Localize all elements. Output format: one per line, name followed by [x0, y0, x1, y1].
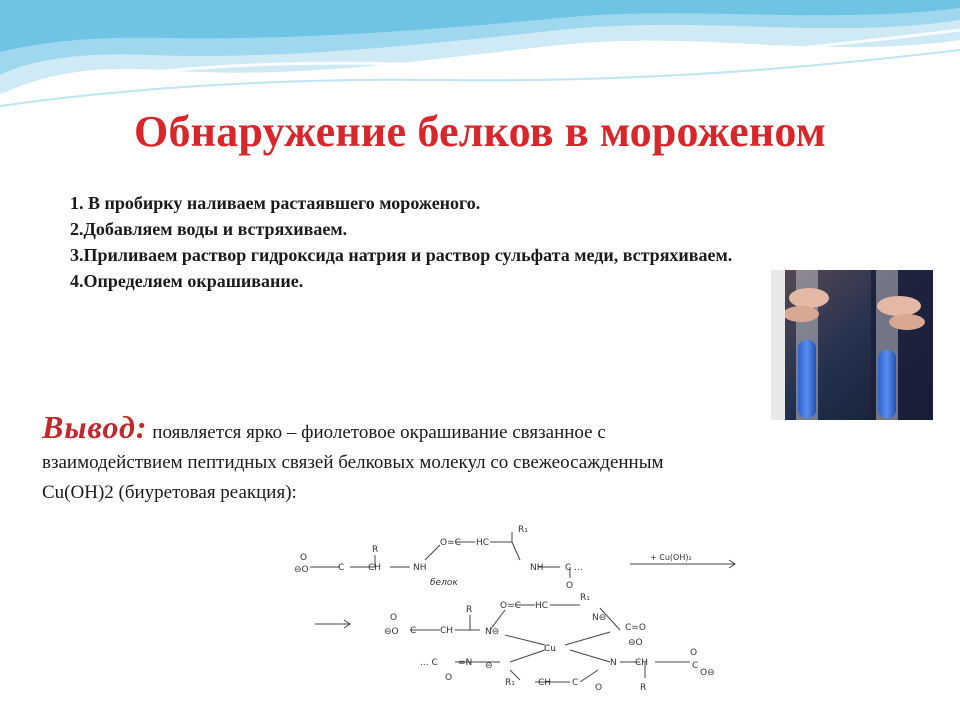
svg-text:N: N — [610, 658, 617, 668]
svg-text:⊖: ⊖ — [485, 661, 493, 671]
conclusion-label: Вывод: — [42, 409, 148, 445]
conclusion-line-1: появляется ярко – фиолетовое окрашивание связанное с — [152, 422, 606, 443]
svg-text:O: O — [390, 613, 398, 623]
svg-text:O=C: O=C — [500, 601, 521, 611]
svg-text:⊖O: ⊖O — [384, 627, 399, 637]
step-3: 3.Приливаем раствор гидроксида натрия и раствор сульфата меди, встряхиваем. — [70, 245, 733, 265]
svg-text:HC: HC — [535, 601, 549, 611]
svg-text:C: C — [410, 626, 417, 636]
svg-text:HC: HC — [476, 538, 490, 548]
svg-text:C=O: C=O — [625, 623, 646, 633]
biuret-reaction-diagram — [280, 520, 750, 700]
svg-text:C: C — [338, 563, 345, 573]
svg-text:R: R — [466, 605, 473, 615]
conclusion-line-2: взаимодействием пептидных связей белковых молекул со свежеосажденным — [42, 452, 664, 473]
svg-text:R₁: R₁ — [505, 678, 515, 688]
svg-text:⊖O: ⊖O — [294, 565, 309, 575]
svg-text:R: R — [640, 683, 647, 693]
step-2: 2.Добавляем воды и встряхиваем. — [70, 219, 348, 239]
step-1: 1. В пробирку наливаем растаявшего мороженого. — [70, 193, 481, 213]
svg-text:O: O — [690, 648, 698, 658]
label-reagent: + Cu(OH)₂ — [650, 553, 692, 562]
label-copper: Cu — [544, 644, 556, 654]
svg-text:O: O — [445, 673, 453, 683]
svg-text:NH: NH — [530, 563, 544, 573]
conclusion-line-3: Cu(OH)2 (биуретовая реакция): — [42, 482, 297, 503]
svg-text:O⊖: O⊖ — [700, 668, 715, 678]
svg-text:N⊖: N⊖ — [592, 613, 607, 623]
svg-text:⊖O: ⊖O — [628, 638, 643, 648]
svg-text:NH: NH — [413, 563, 427, 573]
label-r1: R₁ — [518, 525, 528, 535]
svg-text:C: C — [692, 661, 699, 671]
svg-text:C ...: C ... — [565, 563, 583, 573]
header-wave-decoration — [0, 0, 960, 120]
label-protein: белок — [430, 578, 458, 588]
svg-text:N⊖: N⊖ — [485, 627, 500, 637]
steps-list — [70, 190, 732, 294]
svg-text:C: C — [572, 678, 579, 688]
step-4: 4.Определяем окрашивание. — [70, 271, 304, 291]
svg-text:CH: CH — [440, 626, 454, 636]
svg-text:O: O — [566, 581, 574, 591]
svg-text:O: O — [595, 683, 603, 693]
svg-text:R₁: R₁ — [580, 593, 590, 603]
svg-text:O: O — [300, 553, 308, 563]
svg-text:=N: =N — [458, 658, 473, 668]
svg-text:O=C: O=C — [440, 538, 461, 548]
svg-text:CH: CH — [635, 658, 649, 668]
label-r: R — [372, 545, 379, 555]
svg-text:CH: CH — [538, 678, 552, 688]
svg-text:... C: ... C — [420, 658, 438, 668]
conclusion-block — [42, 409, 842, 508]
test-tubes-photo — [771, 270, 933, 420]
slide-title: Обнаружение белков в мороженом — [134, 107, 826, 156]
svg-text:CH: CH — [368, 563, 382, 573]
